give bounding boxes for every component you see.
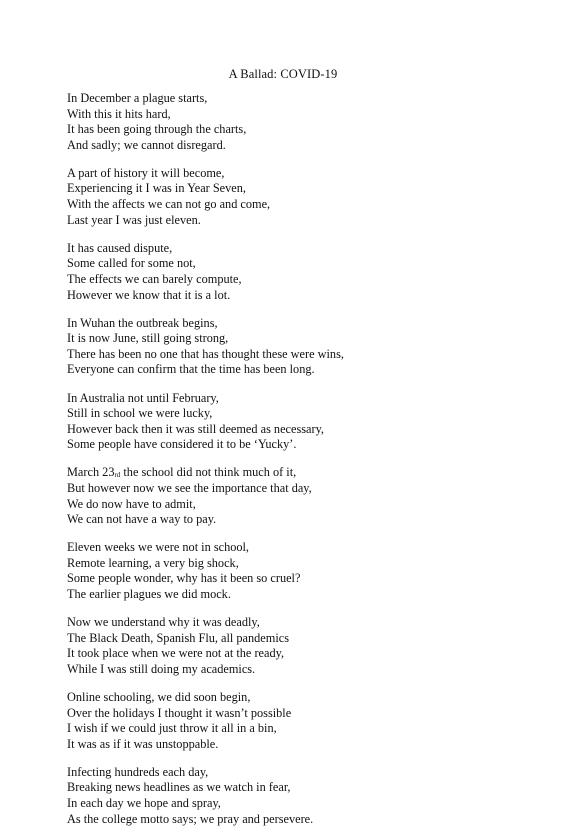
poem-line: Online schooling, we did soon begin, bbox=[67, 690, 251, 704]
poem-line: Some called for some not, bbox=[67, 256, 196, 271]
poem-line: Over the holidays I thought it wasn’t possible bbox=[67, 705, 292, 720]
poem-line: As the college motto says; we pray and persevere. bbox=[67, 811, 314, 826]
poem-line: We do now have to admit, bbox=[67, 496, 196, 511]
poem-line: Last year I was just eleven. bbox=[67, 212, 201, 227]
poem-line: There has been no one that has thought these were wins, bbox=[67, 346, 344, 361]
poem-line: Now we understand why it was deadly, bbox=[67, 615, 260, 630]
poem-line: In December a plague starts, bbox=[67, 91, 208, 105]
ordinal-date-text: March 23 bbox=[67, 465, 115, 480]
poem-line: Experiencing it I was in Year Seven, bbox=[67, 181, 246, 196]
poem-line: The earlier plagues we did mock. bbox=[67, 587, 231, 602]
poem-line: In Australia not until February, bbox=[67, 390, 219, 405]
stanza-10 bbox=[67, 765, 527, 827]
poem-line: Still in school we were lucky, bbox=[67, 406, 213, 421]
stanza-2 bbox=[67, 166, 527, 228]
poem-line: In Wuhan the outbreak begins, bbox=[67, 315, 218, 330]
poem-line: It was as if it was unstoppable. bbox=[67, 736, 219, 751]
poem-body bbox=[67, 91, 527, 840]
poem-title: A Ballad: COVID-19 bbox=[228, 67, 338, 81]
stanza-3 bbox=[67, 241, 527, 303]
poem-line: It took place when we were not at the ready, bbox=[67, 646, 285, 661]
poem-line: Breaking news headlines as we watch in fear, bbox=[67, 780, 291, 795]
stanza-4 bbox=[67, 316, 527, 378]
poem-line: Some people have considered it to be ‘Yucky’. bbox=[67, 437, 297, 452]
stanza-9 bbox=[67, 690, 527, 752]
poem-line: With the affects we can not go and come, bbox=[67, 197, 271, 212]
poem-line-remainder: the school did not think much of it, bbox=[120, 465, 297, 480]
poem-line: While I was still doing my academics. bbox=[67, 661, 256, 676]
stanza-8 bbox=[67, 615, 527, 677]
stanza-5 bbox=[67, 391, 527, 453]
poem-line: But however now we see the importance that day, bbox=[67, 480, 312, 495]
stanza-6 bbox=[67, 465, 527, 527]
ordinal-suffix: rd bbox=[114, 471, 121, 480]
poem-line: Infecting hundreds each day, bbox=[67, 764, 209, 779]
poem-line: And sadly; we cannot disregard. bbox=[67, 137, 226, 152]
poem-line: It is now June, still going strong, bbox=[67, 331, 229, 346]
poem-line: With this it hits hard, bbox=[67, 106, 171, 121]
poem-line: It has caused dispute, bbox=[67, 240, 173, 255]
poem-line: Some people wonder, why has it been so cruel? bbox=[67, 571, 301, 586]
stanza-7 bbox=[67, 540, 527, 602]
poem-line: Everyone can confirm that the time has been long. bbox=[67, 362, 315, 377]
poem-line-with-ordinal bbox=[67, 465, 527, 481]
poem-line: However back then it was still deemed as necessary, bbox=[67, 421, 325, 436]
poem-line: We can not have a way to pay. bbox=[67, 512, 217, 527]
poem-line: The effects we can barely compute, bbox=[67, 271, 242, 286]
poem-line: I wish if we could just throw it all in a bin, bbox=[67, 721, 277, 736]
poem-line: A part of history it will become, bbox=[67, 165, 225, 180]
poem-line: Remote learning, a very big shock, bbox=[67, 555, 239, 570]
poem-line: Eleven weeks we were not in school, bbox=[67, 540, 250, 555]
stanza-1 bbox=[67, 91, 527, 153]
poem-line: The Black Death, Spanish Flu, all pandemics bbox=[67, 630, 289, 645]
poem-line: However we know that it is a lot. bbox=[67, 287, 231, 302]
poem-line: In each day we hope and spray, bbox=[67, 796, 221, 811]
poem-line: It has been going through the charts, bbox=[67, 122, 247, 137]
